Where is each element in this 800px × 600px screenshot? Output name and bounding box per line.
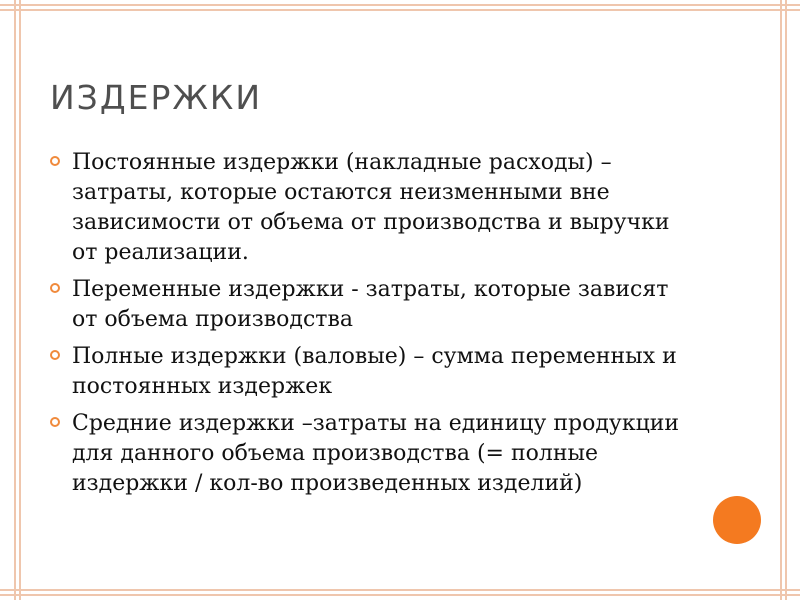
- bullet-list: [48, 148, 688, 506]
- frame-bottom-outer-line: [0, 594, 800, 596]
- frame-bottom-inner-line: [0, 589, 800, 591]
- bullet-item-average-costs: [48, 409, 688, 499]
- slide-title: ИЗДЕРЖКИ: [50, 78, 263, 117]
- bullet-item-fixed-costs: [48, 148, 688, 268]
- bullet-text: Средние издержки –затраты на единицу продукции для данного объема производства (= полные издержки / кол-во произведенных изделий): [72, 411, 680, 496]
- frame-top-outer-line: [0, 4, 800, 6]
- orange-circle-decoration: [713, 496, 761, 544]
- bullet-ring-icon: [50, 156, 60, 166]
- bullet-ring-icon: [50, 283, 60, 293]
- bullet-ring-icon: [50, 350, 60, 360]
- frame-left-inner-line: [19, 0, 21, 600]
- frame-left-outer-line: [14, 0, 16, 600]
- frame-top-inner-line: [0, 9, 800, 11]
- bullet-text: Постоянные издержки (накладные расходы) – затраты, которые остаются неизменными вне зависимости от объема от производства и выручки от реализации.: [72, 150, 670, 265]
- bullet-item-total-costs: [48, 342, 688, 402]
- bullet-text: Полные издержки (валовые) – сумма переменных и постоянных издержек: [72, 344, 677, 399]
- frame-right-inner-line: [780, 0, 782, 600]
- bullet-text: Переменные издержки - затраты, которые зависят от объема производства: [72, 277, 669, 332]
- frame-right-outer-line: [785, 0, 787, 600]
- bullet-item-variable-costs: [48, 275, 688, 335]
- bullet-ring-icon: [50, 417, 60, 427]
